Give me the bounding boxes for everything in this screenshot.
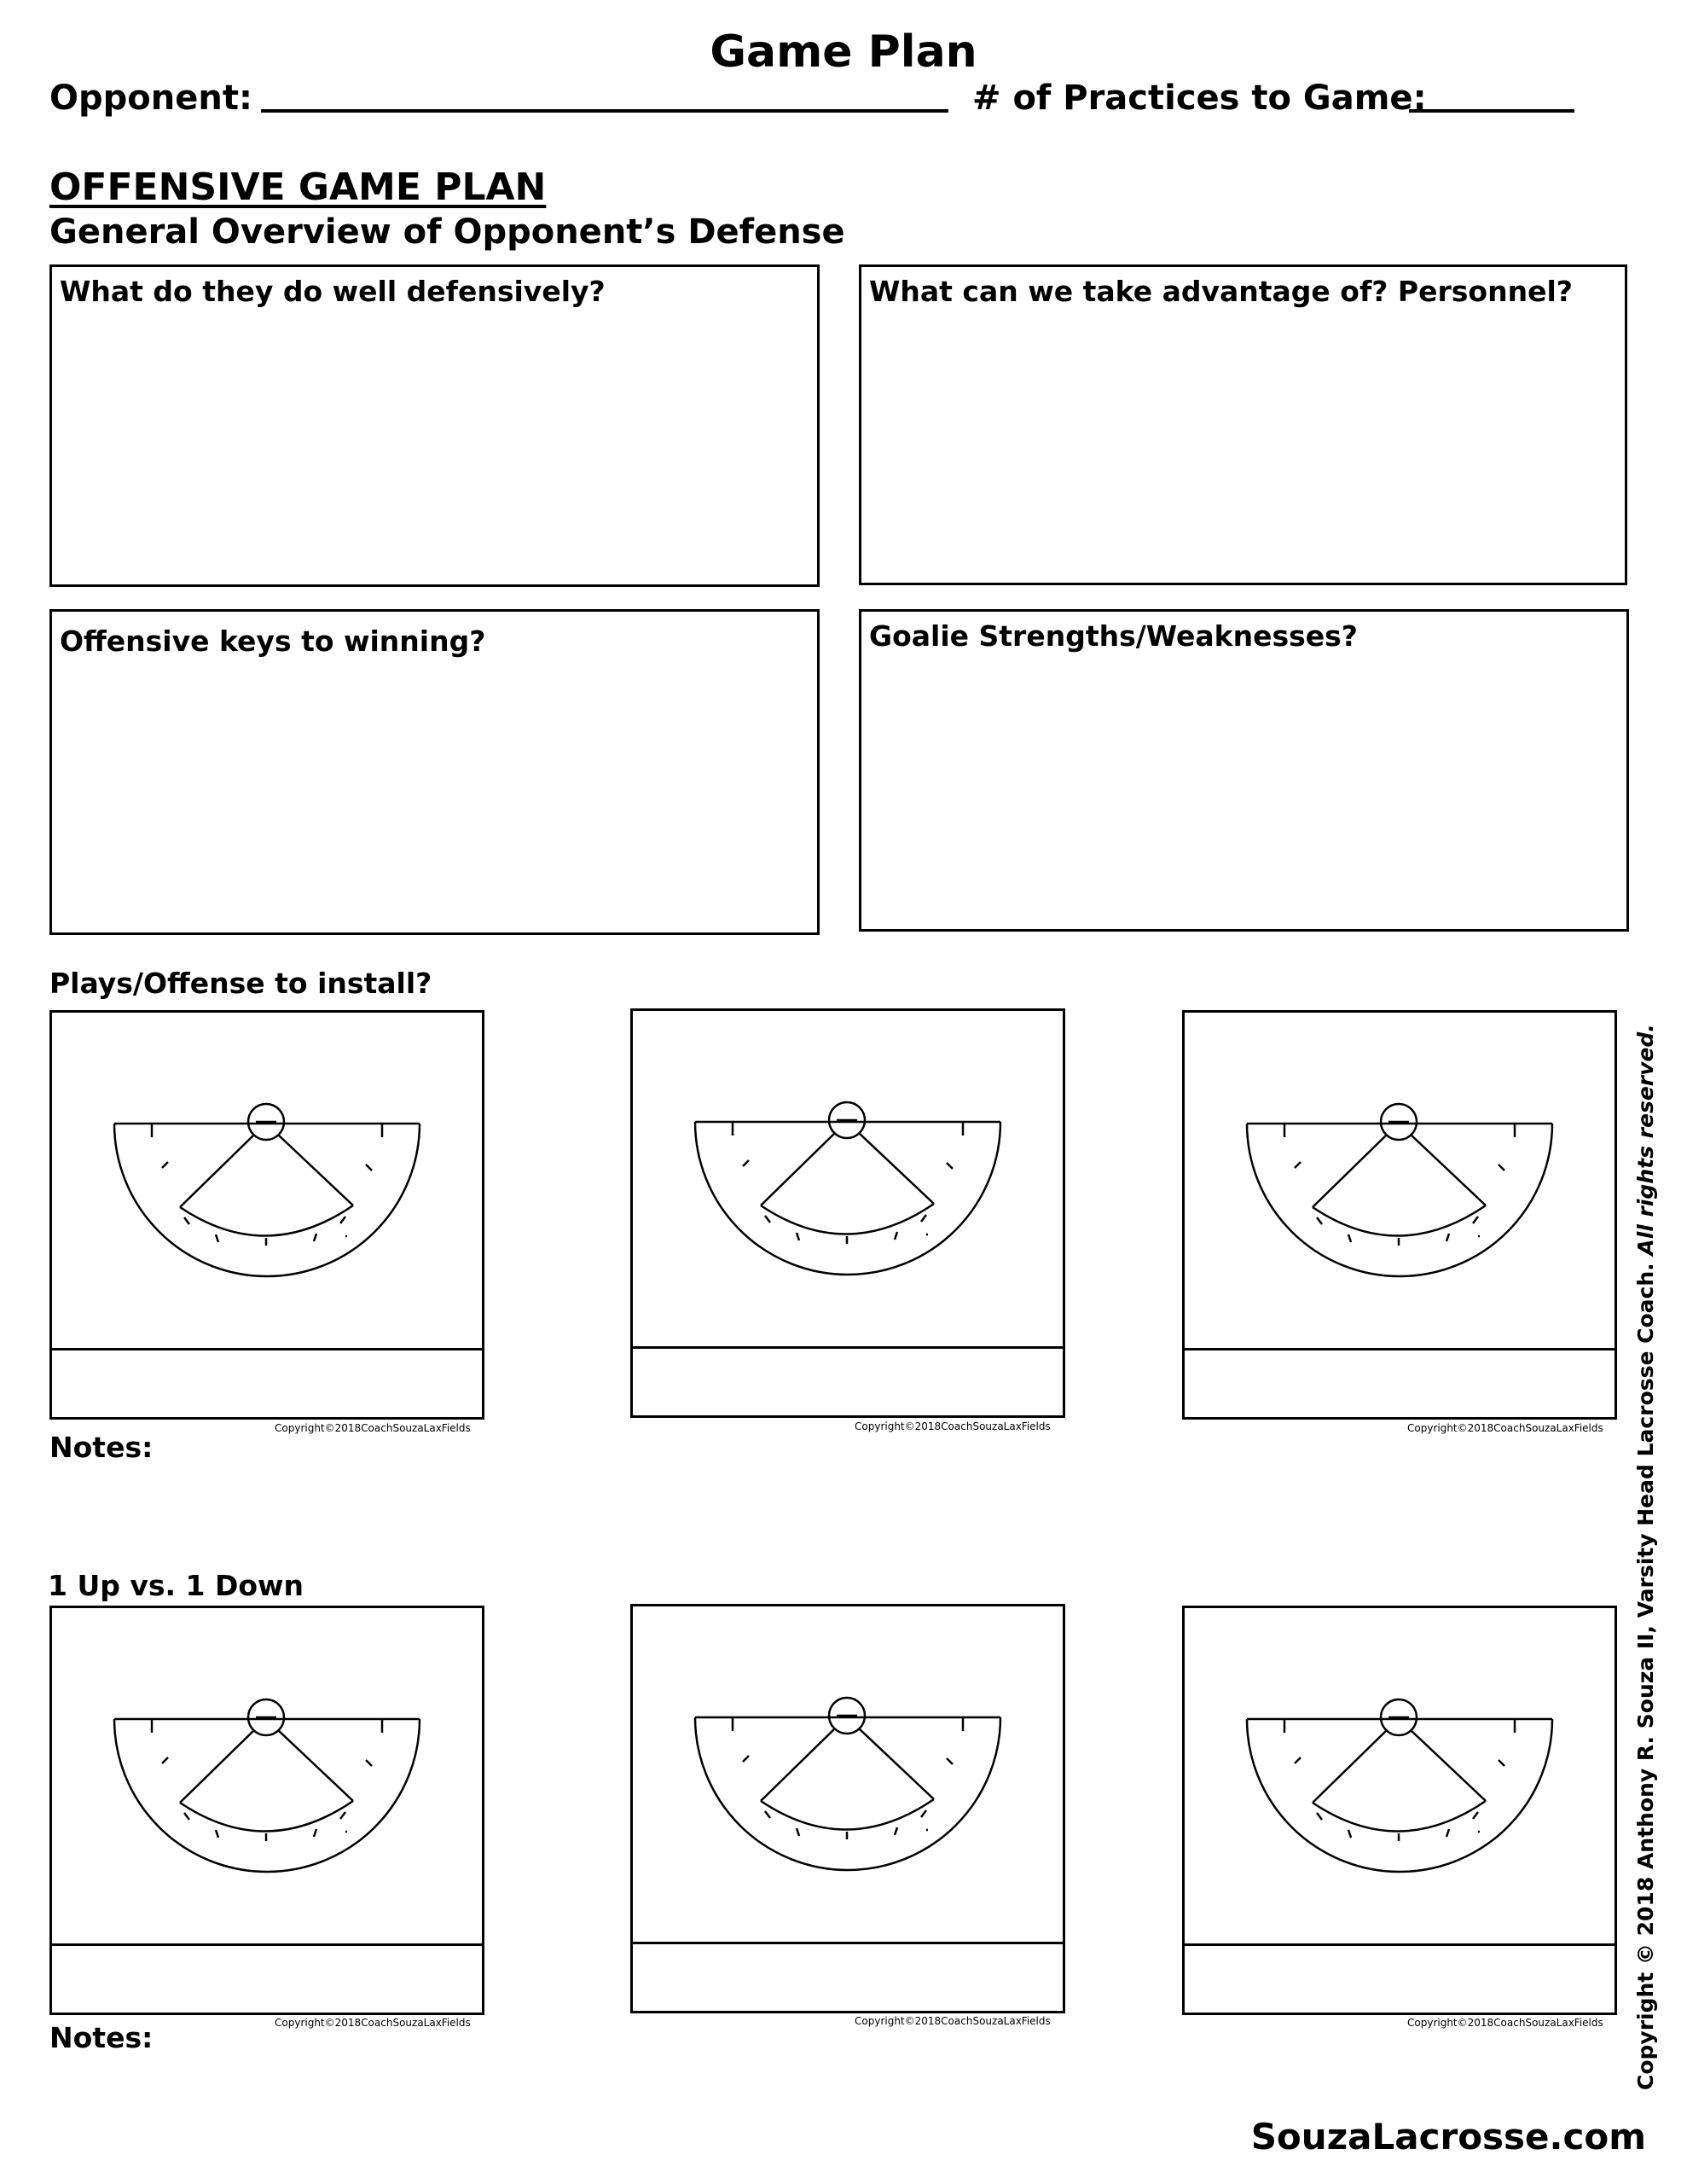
page-title: Game Plan	[710, 26, 977, 78]
copyright-text: Copyright © 2018 Anthony R. Souza II, Varsity Head Lacrosse Coach.	[1633, 1263, 1658, 2090]
field-strip	[633, 1346, 1063, 1415]
box-question: What can we take advantage of? Personnel?	[869, 275, 1573, 308]
updown-label: 1 Up vs. 1 Down	[48, 1569, 304, 1602]
advantages-box[interactable]	[859, 264, 1627, 585]
lacrosse-field-diagram[interactable]	[630, 1008, 1065, 1418]
practices-label: # of Practices to Game:	[972, 78, 1427, 118]
field-strip	[633, 1942, 1063, 2011]
field-lines	[52, 1013, 482, 1354]
field-copyright: Copyright©2018CoachSouzaLaxFields	[855, 2015, 1051, 2027]
field-copyright: Copyright©2018CoachSouzaLaxFields	[275, 2017, 471, 2029]
plays-notes-label: Notes:	[49, 1431, 154, 1464]
field-lines	[1185, 1013, 1615, 1354]
field-copyright: Copyright©2018CoachSouzaLaxFields	[1407, 2017, 1603, 2029]
offensive-keys-box[interactable]	[49, 609, 820, 935]
field-strip	[52, 1943, 482, 2013]
box-question: Offensive keys to winning?	[60, 624, 486, 658]
section-subtitle: General Overview of Opponent’s Defense	[49, 212, 845, 252]
field-copyright: Copyright©2018CoachSouzaLaxFields	[275, 1422, 471, 1434]
lacrosse-field-diagram[interactable]	[1182, 1010, 1617, 1420]
opponent-blank[interactable]	[261, 109, 948, 113]
field-copyright: Copyright©2018CoachSouzaLaxFields	[1407, 1422, 1603, 1434]
goalie-box[interactable]	[859, 609, 1629, 932]
plays-label: Plays/Offense to install?	[49, 967, 432, 1000]
defense-strengths-box[interactable]	[49, 264, 820, 587]
field-strip	[1185, 1943, 1615, 2013]
lacrosse-field-diagram[interactable]	[49, 1606, 484, 2015]
field-strip	[1185, 1348, 1615, 1417]
field-lines	[633, 1011, 1063, 1352]
field-copyright: Copyright©2018CoachSouzaLaxFields	[855, 1420, 1051, 1432]
lacrosse-field-diagram[interactable]	[49, 1010, 484, 1420]
lacrosse-field-diagram[interactable]	[630, 1604, 1065, 2013]
field-lines	[1185, 1608, 1615, 1949]
section-title: OFFENSIVE GAME PLAN	[49, 166, 547, 209]
website-link[interactable]: SouzaLacrosse.com	[1250, 2116, 1646, 2158]
vertical-copyright	[1633, 1024, 1659, 2090]
field-strip	[52, 1348, 482, 1417]
updown-notes-label: Notes:	[49, 2021, 154, 2054]
field-lines	[633, 1606, 1063, 1948]
box-question: Goalie Strengths/Weaknesses?	[869, 619, 1358, 653]
opponent-label: Opponent:	[49, 78, 252, 118]
lacrosse-field-diagram[interactable]	[1182, 1606, 1617, 2015]
rights-text: All rights reserved.	[1633, 1024, 1658, 1256]
practices-blank[interactable]	[1409, 109, 1574, 113]
box-question: What do they do well defensively?	[60, 275, 606, 308]
field-lines	[52, 1608, 482, 1949]
